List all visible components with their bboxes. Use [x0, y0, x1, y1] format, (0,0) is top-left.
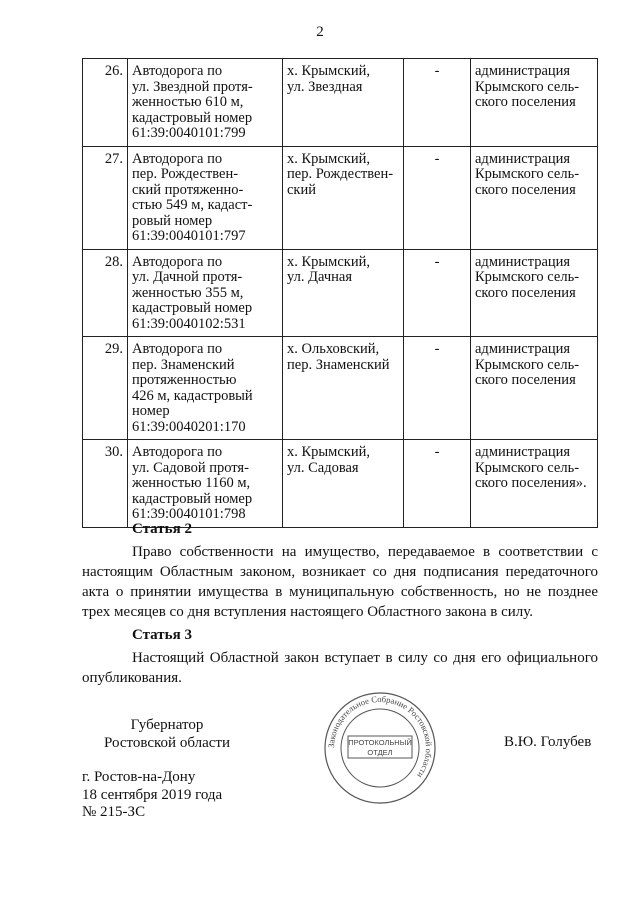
object-address-line: х. Крымский,: [287, 150, 370, 167]
object-description-line: 61:39:0040201:170: [132, 418, 246, 435]
row-number: 27.: [83, 146, 128, 249]
city: г. Ростов-на-Дону: [82, 769, 196, 785]
object-description-line: кадастровый номер: [132, 109, 253, 126]
object-description-line: номер: [132, 403, 170, 419]
object-description-line: ул. Дачной протя-: [132, 269, 243, 285]
object-owner-line: Крымского сель-: [475, 356, 580, 373]
object-description-line: Автодорога по: [132, 63, 223, 79]
object-address: [283, 337, 404, 440]
object-owner-line: администрация: [475, 253, 571, 270]
object-owner: [471, 337, 598, 440]
article-3-text: Настоящий Областной закон вступает в силу со дня его официального опубликования.: [82, 650, 598, 686]
object-owner-line: администрация: [475, 444, 571, 460]
object-description-line: ровый номер: [132, 212, 213, 229]
object-address: [283, 440, 404, 528]
official-seal: [322, 690, 438, 806]
table-row: [83, 337, 598, 440]
object-description-line: пер. Знаменский: [132, 356, 235, 373]
table-row: [83, 440, 598, 528]
object-address-line: ул. Звездная: [287, 78, 363, 95]
object-description-line: 61:39:0040101:799: [132, 125, 246, 141]
object-description-line: Автодорога по: [132, 341, 223, 357]
object-dash: -: [404, 337, 471, 440]
article-3-title: Статья 3: [132, 627, 192, 643]
row-number: 29.: [83, 337, 128, 440]
row-number: 26.: [83, 59, 128, 147]
object-owner-line: Крымского сель-: [475, 166, 580, 182]
object-owner-line: администрация: [475, 63, 571, 79]
object-dash: -: [404, 440, 471, 528]
signatory-position-line1: Губернатор: [130, 717, 204, 733]
object-description-line: Автодорога по: [132, 253, 223, 270]
seal-ring-text: Законодательное Собрание Ростовской области: [325, 693, 435, 780]
table-row: [83, 249, 598, 337]
object-owner-line: ского поселения: [475, 181, 576, 198]
signatory-position: [82, 716, 252, 752]
object-dash: -: [404, 249, 471, 337]
object-description: [128, 249, 283, 337]
object-owner-line: Крымского сель-: [475, 459, 580, 476]
law-number: № 215-ЗС: [82, 804, 146, 820]
signatory-position-line2: Ростовской области: [104, 735, 230, 751]
object-description-line: протяженностью: [132, 372, 237, 388]
object-dash: -: [404, 59, 471, 147]
seal-center-line1: ПРОТОКОЛЬНЫЙ: [348, 738, 412, 747]
object-address-line: х. Ольховский,: [287, 341, 380, 357]
object-description: [128, 59, 283, 147]
object-description-line: кадастровый номер: [132, 300, 253, 316]
object-description-line: ул. Звездной протя-: [132, 78, 253, 95]
place-date-block: [82, 769, 222, 822]
object-owner: [471, 59, 598, 147]
object-description-line: пер. Рождествен-: [132, 166, 239, 182]
object-owner-line: Крымского сель-: [475, 78, 580, 95]
object-address-line: пер. Рождествен-: [287, 166, 394, 182]
article-2-text: Право собственности на имущество, передаваемое в соответствии с настоящим Областным законом, возникает со дня подписания передаточного акта о принятии имущества в муниципальную собственность, но не позднее трех месяцев со дня вступления настоящего Областного закона в силу.: [82, 544, 598, 620]
object-description-line: женностью 1160 м,: [132, 475, 251, 491]
object-description: [128, 440, 283, 528]
object-address-line: ский: [287, 181, 316, 198]
object-address: [283, 59, 404, 147]
object-description-line: кадастровый номер: [132, 490, 253, 507]
object-description: [128, 337, 283, 440]
date: 18 сентября 2019 года: [82, 786, 223, 803]
object-description-line: женностью 355 м,: [132, 284, 244, 301]
object-owner-line: ского поселения: [475, 94, 576, 110]
object-owner-line: ского поселения».: [475, 475, 587, 491]
object-address-line: пер. Знаменский: [287, 356, 390, 373]
object-address-line: х. Крымский,: [287, 444, 370, 460]
object-dash: -: [404, 146, 471, 249]
seal-center-line2: ОТДЕЛ: [367, 748, 393, 757]
article-2-title: Статья 2: [132, 521, 192, 537]
object-address-line: х. Крымский,: [287, 253, 370, 270]
object-owner: [471, 146, 598, 249]
object-address-line: ул. Садовая: [287, 459, 359, 476]
row-number: 30.: [83, 440, 128, 528]
object-description-line: женностью 610 м,: [132, 94, 244, 110]
table-row: [83, 59, 598, 147]
object-description-line: 426 м, кадастровый: [132, 387, 253, 404]
object-description-line: ский протяженно-: [132, 181, 244, 198]
object-address: [283, 249, 404, 337]
object-description-line: Автодорога по: [132, 150, 223, 167]
object-description-line: Автодорога по: [132, 444, 223, 460]
object-description-line: 61:39:0040102:531: [132, 315, 246, 332]
object-owner-line: ского поселения: [475, 284, 576, 301]
signatory-name: В.Ю. Голубев: [504, 734, 592, 750]
row-number: 28.: [83, 249, 128, 337]
object-owner-line: администрация: [475, 341, 571, 357]
object-description-line: 61:39:0040101:798: [132, 506, 246, 522]
property-table: [82, 58, 598, 528]
object-owner-line: администрация: [475, 150, 571, 167]
object-description-line: стью 549 м, кадаст-: [132, 197, 253, 213]
object-address-line: х. Крымский,: [287, 63, 370, 79]
object-address-line: ул. Дачная: [287, 269, 353, 285]
object-owner-line: Крымского сель-: [475, 269, 580, 285]
object-description-line: 61:39:0040101:797: [132, 228, 246, 244]
object-owner: [471, 249, 598, 337]
object-address: [283, 146, 404, 249]
object-owner-line: ского поселения: [475, 372, 576, 388]
page-number: 2: [316, 24, 324, 40]
object-description: [128, 146, 283, 249]
object-owner: [471, 440, 598, 528]
table-row: [83, 146, 598, 249]
object-description-line: ул. Садовой протя-: [132, 459, 249, 476]
